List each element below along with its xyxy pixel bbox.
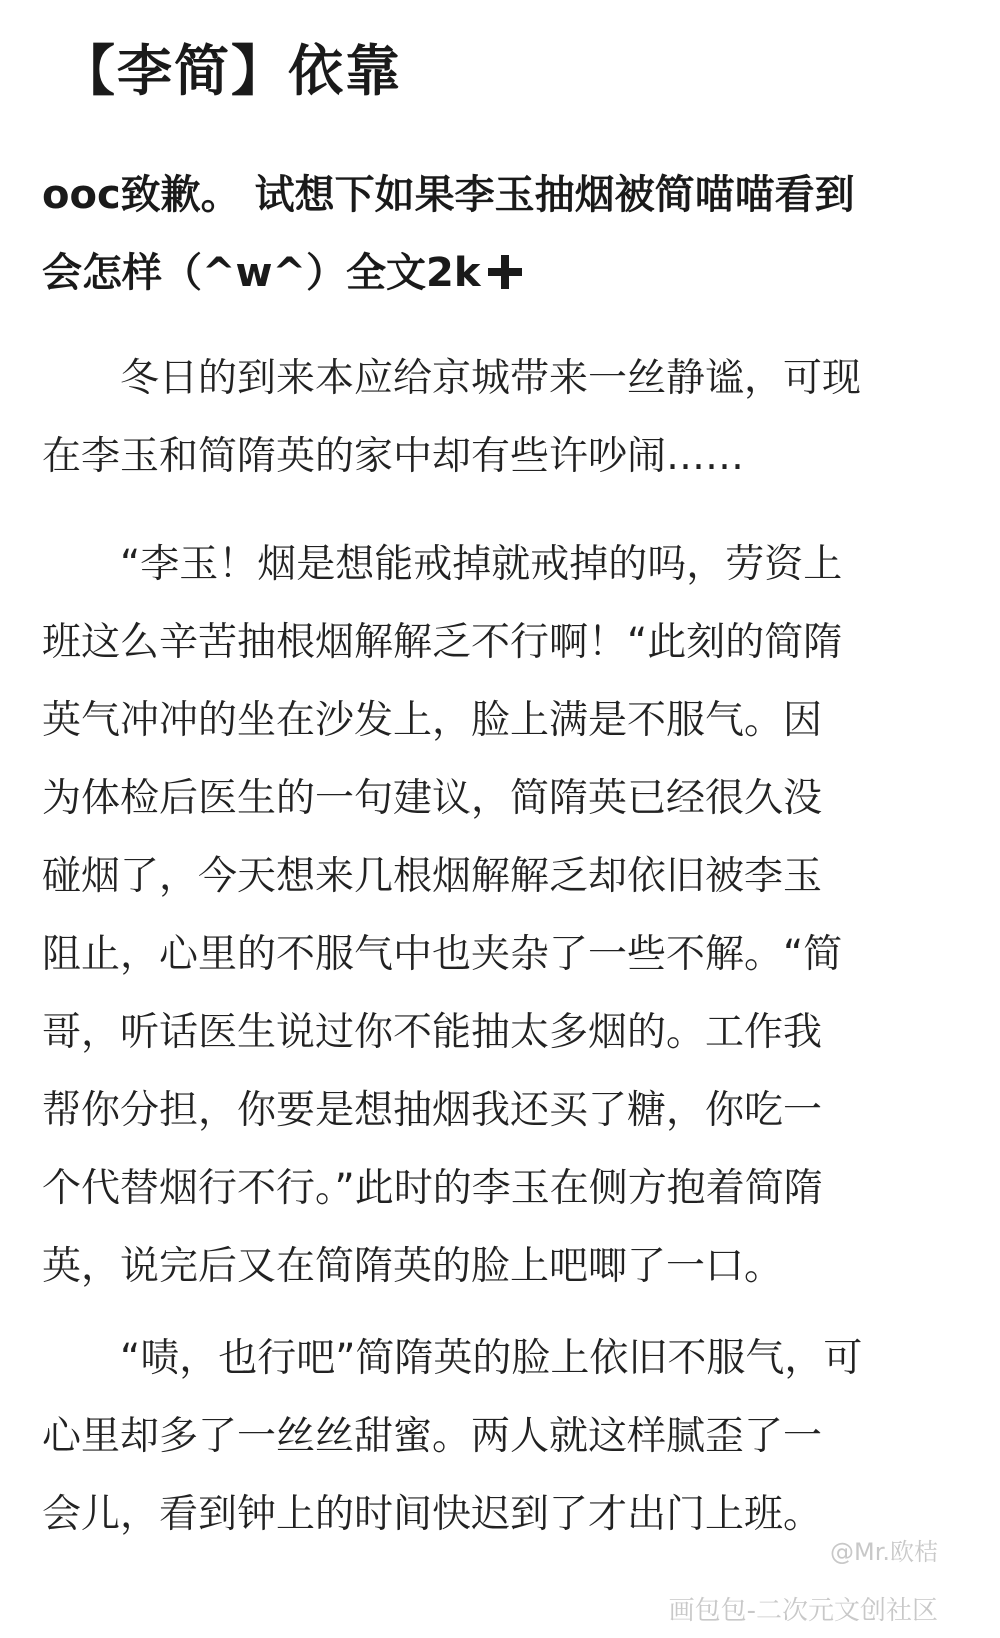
page-title: 【李简】依靠 — [60, 39, 403, 103]
plus-icon — [486, 234, 524, 312]
paragraph-line: 个代替烟行不行。”此时的李玉在侧方抱着简隋 — [42, 1166, 823, 1211]
paragraph-line: 班这么辛苦抽根烟解解乏不行啊！“此刻的简隋 — [42, 620, 843, 665]
paragraph-line: 心里却多了一丝丝甜蜜。两人就这样腻歪了一 — [42, 1414, 823, 1459]
paragraph-line: “李玉！烟是想能戒掉就戒掉的吗，劳资上 — [120, 542, 843, 587]
subtitle — [42, 156, 962, 312]
paragraph-3 — [42, 1320, 962, 1554]
subtitle-line-2 — [42, 234, 962, 312]
watermark-user: @Mr.欧桔 — [830, 1538, 938, 1566]
subtitle-line-2-text: 会怎样（^w^）全文2k — [42, 250, 481, 296]
paragraph-line: 阻止，心里的不服气中也夹杂了一些不解。“简 — [42, 932, 843, 977]
paragraph-line: 碰烟了，今天想来几根烟解解乏却依旧被李玉 — [42, 854, 823, 899]
paragraph-line: 为体检后医生的一句建议，简隋英已经很久没 — [42, 776, 823, 821]
watermark-site: 画包包-二次元文创社区 — [668, 1596, 938, 1626]
paragraph-line: 英气冲冲的坐在沙发上，脸上满是不服气。因 — [42, 698, 823, 743]
paragraph-2 — [42, 526, 962, 1306]
paragraph-line: 会儿，看到钟上的时间快迟到了才出门上班。 — [42, 1492, 823, 1537]
paragraph-line: 帮你分担，你要是想抽烟我还买了糖，你吃一 — [42, 1088, 823, 1133]
paragraph-line: 哥，听话医生说过你不能抽太多烟的。工作我 — [42, 1010, 823, 1055]
paragraph-line: 英，说完后又在简隋英的脸上吧唧了一口。 — [42, 1244, 784, 1289]
paragraph-line: 冬日的到来本应给京城带来一丝静谧，可现 — [120, 356, 862, 401]
paragraph-line: 在李玉和简隋英的家中却有些许吵闹…… — [42, 434, 745, 479]
paragraph-1 — [42, 340, 962, 496]
subtitle-line-1: ooc致歉。 试想下如果李玉抽烟被简喵喵看到 — [42, 172, 855, 218]
paragraph-line: “啧，也行吧”简隋英的脸上依旧不服气，可 — [120, 1336, 863, 1381]
